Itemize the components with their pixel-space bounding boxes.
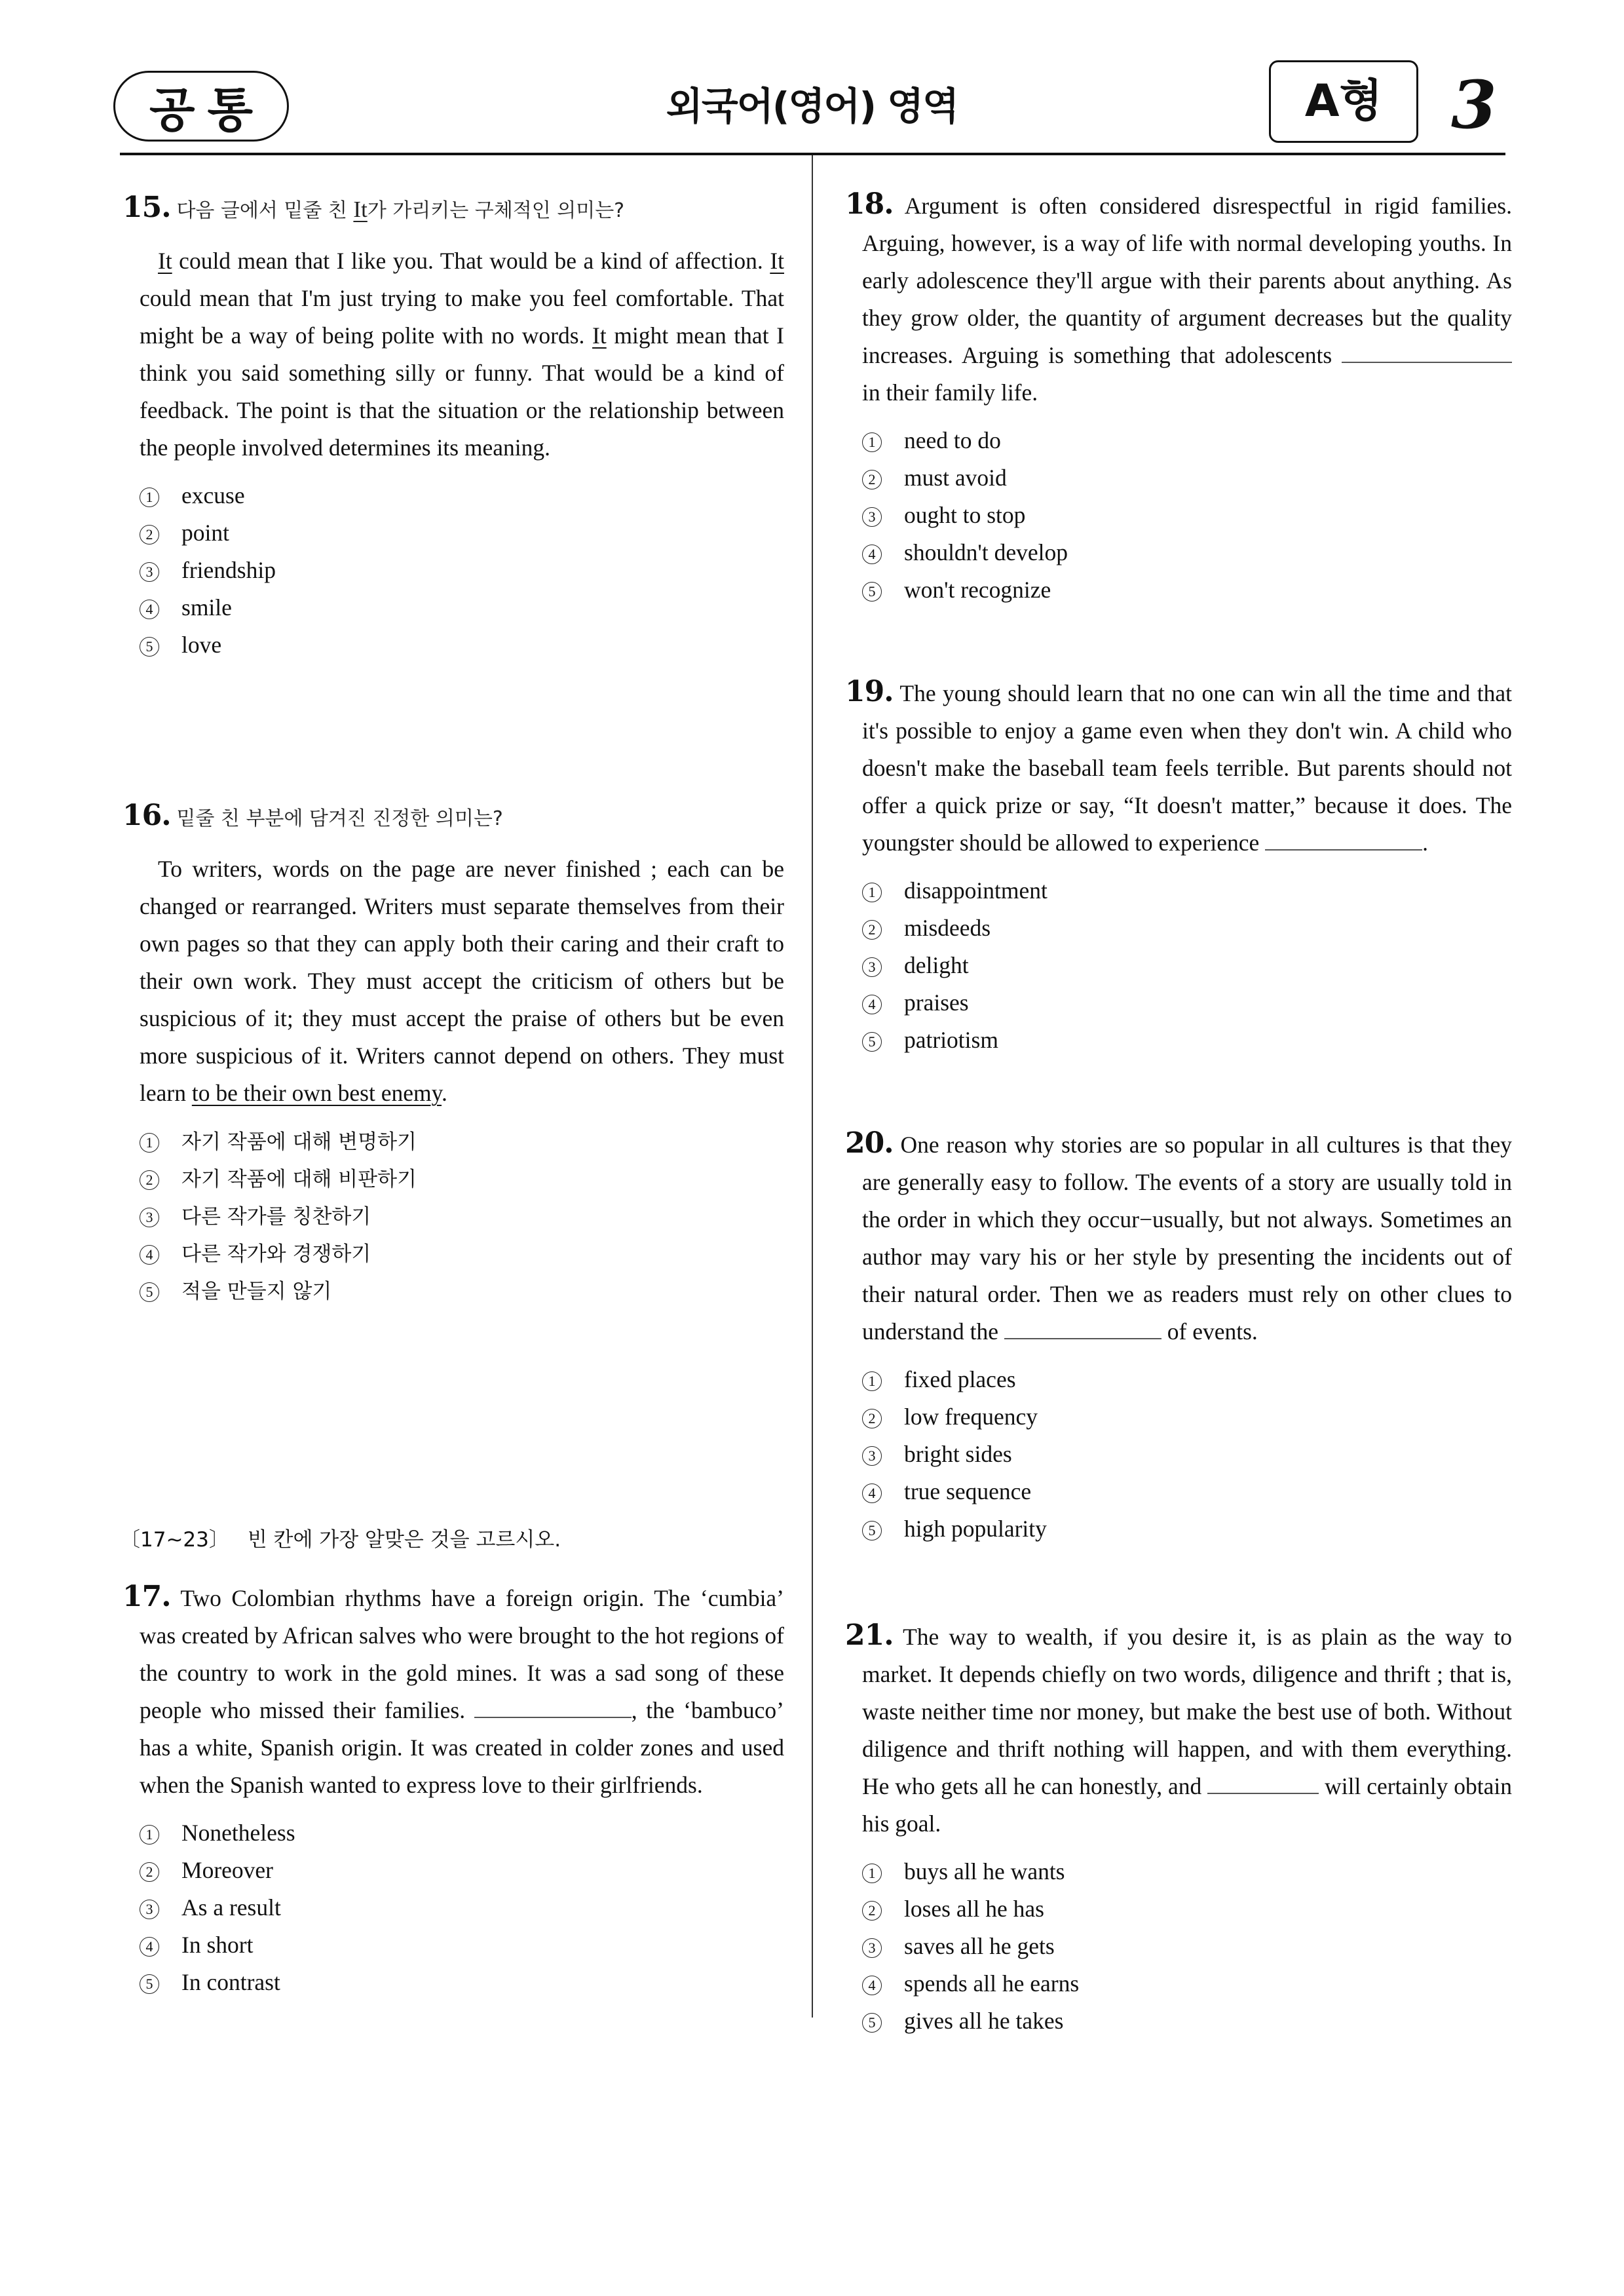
answer-options xyxy=(845,1853,1512,2040)
answer-options xyxy=(845,872,1512,1059)
option-text: smile xyxy=(181,594,232,621)
option-marker: 2 xyxy=(862,470,882,489)
option-marker: 3 xyxy=(862,1938,882,1958)
option-marker: 4 xyxy=(862,1483,882,1503)
option-marker: 1 xyxy=(862,883,882,902)
answer-option-4[interactable] xyxy=(862,1965,1512,2002)
question-prompt xyxy=(176,199,624,222)
answer-option-5[interactable] xyxy=(140,1272,784,1309)
option-marker: 1 xyxy=(862,432,882,452)
answer-option-2[interactable] xyxy=(140,1852,784,1889)
option-marker: 5 xyxy=(140,1974,159,1994)
option-text: must avoid xyxy=(904,465,1007,491)
answer-option-3[interactable] xyxy=(862,497,1193,534)
answer-option-3[interactable] xyxy=(862,947,1193,984)
option-text: spends all he earns xyxy=(904,1970,1080,1997)
answer-option-5[interactable] xyxy=(862,2002,1512,2040)
option-text: friendship xyxy=(181,557,276,583)
answer-option-5[interactable] xyxy=(862,571,1193,609)
option-marker: 2 xyxy=(140,1170,159,1190)
question-16 xyxy=(123,797,784,1309)
answer-options xyxy=(123,477,784,664)
instruction-text: 빈 칸에 가장 알맞은 것을 고르시오. xyxy=(247,1528,561,1552)
passage-text: One reason why stories are so popular in all cultures is that they are generally easy to follow. The events of a story are usually told in the order in which they occur−usually, but not always. Sometimes an author may vary his or her style by presenting the incidents out of their natural order. Then we as readers must rely on other clues to understand the xyxy=(862,1132,1512,1345)
answer-option-3[interactable] xyxy=(140,552,470,589)
instruction-range: 〔17∼23〕 xyxy=(120,1528,229,1552)
passage-text: , the ‘bambuco’ has a white, Spanish origin. It was created in colder zones and used when the Spanish wanted to express love to their girlfriends. xyxy=(140,1697,784,1798)
answer-option-2[interactable] xyxy=(140,514,470,552)
answer-option-2[interactable] xyxy=(862,459,1193,497)
answer-blank xyxy=(1342,342,1512,363)
option-marker: 5 xyxy=(862,1521,882,1540)
option-marker: 3 xyxy=(140,1208,159,1227)
question-number: 21. xyxy=(845,1618,894,1652)
answer-option-4[interactable] xyxy=(862,1473,1193,1510)
option-marker: 1 xyxy=(862,1371,882,1391)
passage xyxy=(845,185,1512,411)
option-text: As a result xyxy=(181,1894,281,1921)
option-text: saves all he gets xyxy=(904,1933,1055,1959)
option-marker: 5 xyxy=(862,2013,882,2033)
option-marker: 4 xyxy=(862,1976,882,1995)
passage-text: in their family life. xyxy=(862,379,1038,406)
option-marker: 2 xyxy=(862,1901,882,1921)
answer-option-3[interactable] xyxy=(140,1197,784,1234)
answer-blank xyxy=(1265,830,1422,851)
passage xyxy=(845,673,1512,862)
answer-option-1[interactable] xyxy=(862,1853,1512,1890)
option-text: won't recognize xyxy=(904,577,1051,603)
answer-options xyxy=(123,1122,784,1309)
answer-blank xyxy=(1207,1773,1319,1794)
option-marker: 4 xyxy=(862,545,882,564)
option-text: misdeeds xyxy=(904,915,991,941)
option-text: need to do xyxy=(904,427,1001,453)
answer-options xyxy=(845,422,1512,609)
option-text: 다른 작가와 경쟁하기 xyxy=(181,1242,371,1266)
option-marker: 1 xyxy=(862,1864,882,1883)
option-marker: 4 xyxy=(140,1937,159,1957)
passage-text: will certainly obtain his goal. xyxy=(862,1773,1513,1837)
passage xyxy=(845,1124,1512,1350)
question-number: 18. xyxy=(845,187,894,221)
question-prompt: 밑줄 친 부분에 담겨진 진정한 의미는? xyxy=(176,807,503,830)
option-marker: 3 xyxy=(862,1446,882,1466)
prompt-underlined-word: It xyxy=(353,197,368,222)
answer-option-5[interactable] xyxy=(140,626,470,664)
passage-text: might mean that I think you said something silly or funny. That would be a kind of feedback. The point is that the situation or the relationship between the people involved determines its meaning. xyxy=(140,322,784,461)
option-text: 자기 작품에 대해 변명하기 xyxy=(181,1130,417,1154)
answer-blank xyxy=(474,1697,632,1718)
option-text: loses all he has xyxy=(904,1896,1044,1922)
option-text: fixed places xyxy=(904,1366,1016,1392)
option-text: low frequency xyxy=(904,1404,1038,1430)
option-marker: 2 xyxy=(140,1862,159,1882)
answer-options xyxy=(845,1361,1512,1548)
question-21 xyxy=(845,1617,1512,2040)
answer-option-1[interactable] xyxy=(140,1814,784,1852)
question-number: 20. xyxy=(845,1126,894,1160)
option-marker: 1 xyxy=(140,488,159,507)
question-19 xyxy=(845,673,1512,1059)
option-text: Nonetheless xyxy=(181,1820,295,1846)
answer-option-1[interactable] xyxy=(862,422,1193,459)
column-divider xyxy=(812,155,813,2018)
answer-option-5[interactable] xyxy=(140,1964,784,2001)
answer-option-5[interactable] xyxy=(862,1022,1193,1059)
answer-options xyxy=(123,1814,784,2001)
question-17 xyxy=(123,1578,784,2001)
option-marker: 3 xyxy=(862,957,882,977)
passage-text: The way to wealth, if you desire it, is as plain as the way to market. It depends chiefly on two words, diligence and thrift ; that is, waste neither time nor money, but make the best use of both. Without diligence and thrift nothing will happen, and with them everything. He who gets all he can honestly, and xyxy=(862,1624,1513,1799)
answer-option-4[interactable] xyxy=(140,589,470,626)
option-marker: 5 xyxy=(140,637,159,657)
question-header xyxy=(123,189,784,229)
option-text: shouldn't develop xyxy=(904,539,1068,565)
answer-option-2[interactable] xyxy=(862,1398,1193,1436)
passage xyxy=(123,851,784,1112)
passage xyxy=(123,242,784,467)
option-text: In short xyxy=(181,1932,254,1958)
option-text: Moreover xyxy=(181,1857,273,1883)
passage-text: could mean that I like you. That would be a kind of affection. xyxy=(172,248,770,274)
passage-text: Argument is often considered disrespectful in rigid families. Arguing, however, is a way of life with normal developing youths. In early adolescence they'll argue with their parents about anything. As they grow older, the quantity of argument decreases but the quality increases. Arguing is something that adolescents xyxy=(862,193,1513,368)
answer-option-3[interactable] xyxy=(862,1436,1193,1473)
page-number: 3 xyxy=(1451,66,1497,144)
passage-underlined: It xyxy=(592,322,607,349)
option-text: point xyxy=(181,520,229,546)
question-header xyxy=(123,797,784,837)
answer-option-1[interactable] xyxy=(140,477,470,514)
answer-option-4[interactable] xyxy=(140,1926,784,1964)
question-15 xyxy=(123,189,784,664)
option-text: love xyxy=(181,632,222,658)
option-marker: 5 xyxy=(140,1282,159,1302)
section-instruction xyxy=(120,1521,561,1559)
option-marker: 2 xyxy=(862,1409,882,1428)
option-text: high popularity xyxy=(904,1516,1047,1542)
option-marker: 3 xyxy=(862,507,882,527)
question-number: 17. xyxy=(123,1580,171,1613)
passage-text: could mean that I'm just trying to make you feel comfortable. That might be a way of being polite with no words. xyxy=(140,285,784,349)
option-marker: 1 xyxy=(140,1133,159,1153)
answer-option-3[interactable] xyxy=(140,1889,784,1926)
answer-option-1[interactable] xyxy=(140,1122,784,1160)
option-text: delight xyxy=(904,952,969,978)
option-text: ought to stop xyxy=(904,502,1026,528)
answer-option-2[interactable] xyxy=(862,909,1193,947)
passage-text: . xyxy=(1422,830,1429,856)
passage-text: Two Colombian rhythms have a foreign origin. The ‘cumbia’ was created by African salves who were brought to the hot regions of the country to work in the gold mines. It was a sad song of these people who missed their families. xyxy=(140,1585,785,1723)
option-marker: 5 xyxy=(862,1032,882,1052)
option-text: gives all he takes xyxy=(904,2008,1064,2034)
option-text: bright sides xyxy=(904,1441,1012,1467)
question-number: 16. xyxy=(123,799,171,832)
section-label-char: 공 xyxy=(149,83,195,138)
answer-option-3[interactable] xyxy=(862,1928,1512,1965)
option-text: 다른 작가를 칭찬하기 xyxy=(181,1205,371,1229)
option-text: buys all he wants xyxy=(904,1858,1065,1885)
passage xyxy=(845,1617,1512,1843)
form-type-badge: A형 xyxy=(1269,60,1418,143)
passage-text: . xyxy=(442,1080,447,1106)
option-marker: 3 xyxy=(140,562,159,582)
answer-option-4[interactable] xyxy=(862,534,1193,571)
question-number: 19. xyxy=(845,675,894,708)
option-marker: 5 xyxy=(862,582,882,602)
answer-option-1[interactable] xyxy=(862,1361,1193,1398)
prompt-text: 가 가리키는 구체적인 의미는? xyxy=(367,199,625,222)
passage-text: of events. xyxy=(1161,1318,1258,1345)
question-18 xyxy=(845,185,1512,609)
option-text: In contrast xyxy=(181,1969,280,1995)
option-text: excuse xyxy=(181,482,245,508)
option-marker: 3 xyxy=(140,1900,159,1919)
passage-underlined: It xyxy=(770,248,784,274)
option-text: 적을 만들지 않기 xyxy=(181,1280,332,1303)
passage-underlined: to be their own best enemy xyxy=(191,1080,442,1106)
option-marker: 4 xyxy=(862,995,882,1014)
option-marker: 4 xyxy=(140,600,159,619)
page-title: 외국어(영어) 영역 xyxy=(666,84,958,128)
option-text: true sequence xyxy=(904,1478,1032,1504)
option-marker: 2 xyxy=(862,920,882,940)
passage xyxy=(123,1578,784,1804)
option-text: patriotism xyxy=(904,1027,998,1053)
prompt-text: 다음 글에서 밑줄 친 xyxy=(176,199,354,222)
answer-option-4[interactable] xyxy=(862,984,1193,1022)
answer-option-4[interactable] xyxy=(140,1234,784,1272)
option-marker: 1 xyxy=(140,1825,159,1845)
passage-text: The young should learn that no one can win all the time and that it's possible to enjoy a game even when they don't win. A child who doesn't make the baseball team feels terrible. But parents should not offer a quick prize or say, “It doesn't matter,” because it does. The youngster should be allowed to experience xyxy=(862,680,1512,856)
answer-option-5[interactable] xyxy=(862,1510,1193,1548)
question-number: 15. xyxy=(123,191,171,224)
option-marker: 4 xyxy=(140,1245,159,1265)
option-text: disappointment xyxy=(904,877,1048,904)
answer-option-2[interactable] xyxy=(862,1890,1512,1928)
option-text: 자기 작품에 대해 비판하기 xyxy=(181,1168,417,1191)
answer-option-1[interactable] xyxy=(862,872,1193,909)
passage-text: To writers, words on the page are never finished ; each can be changed or rearranged. Writers must separate themselves from their own pages so that they can apply both their caring and their craft to their own work. They must accept the criticism of others but be suspicious of it; they must accept the praise of others but be even more suspicious of it. Writers cannot depend on others. They must learn xyxy=(140,856,784,1106)
question-20 xyxy=(845,1124,1512,1548)
section-label-char: 통 xyxy=(207,83,253,138)
answer-option-2[interactable] xyxy=(140,1160,784,1197)
option-marker: 2 xyxy=(140,525,159,545)
answer-blank xyxy=(1004,1318,1161,1339)
option-text: praises xyxy=(904,989,969,1016)
passage-underlined: It xyxy=(158,248,172,274)
